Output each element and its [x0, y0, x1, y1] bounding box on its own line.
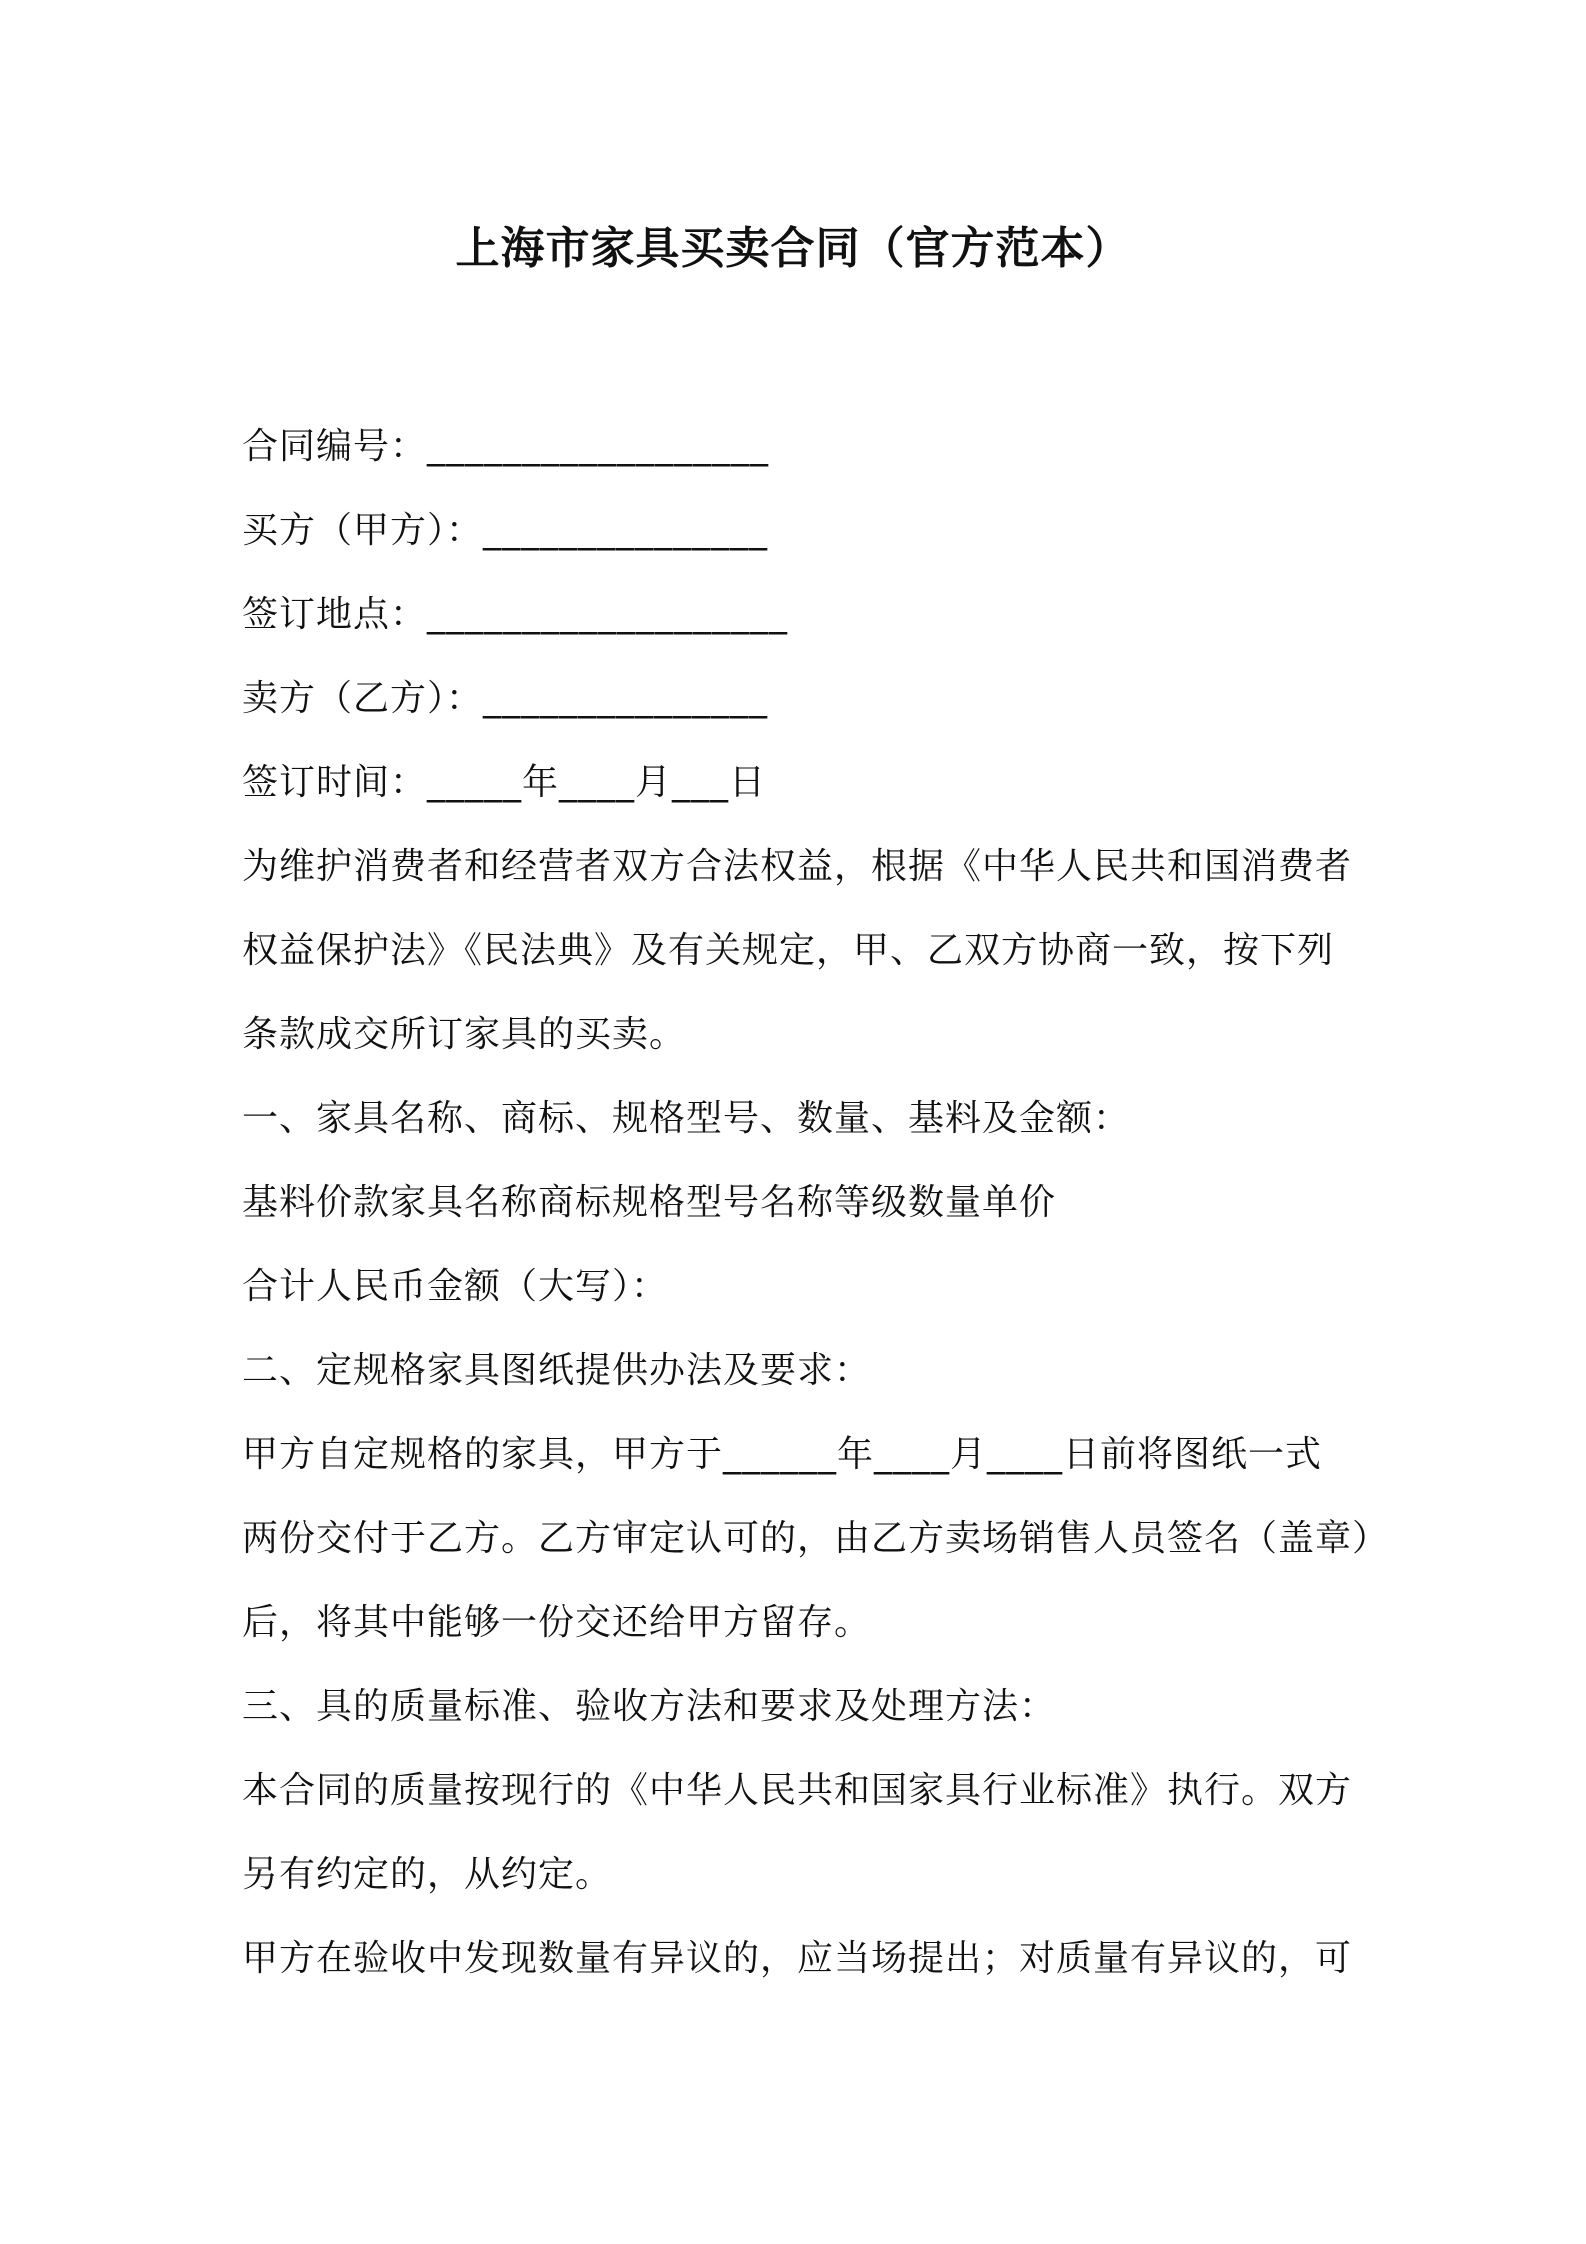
preamble-line-1: 为维护消费者和经营者双方合法权益，根据《中华人民共和国消费者: [242, 846, 1353, 887]
section-1-total: 合计人民币金额（大写）：: [242, 1266, 669, 1307]
preamble-line-2: 权益保护法》《民法典》及有关规定，甲、乙双方协商一致，按下列: [242, 930, 1335, 971]
signing-place-line: 签订地点：___________________: [242, 594, 789, 635]
section-2-heading: 二、定规格家具图纸提供办法及要求：: [242, 1350, 872, 1391]
section-1-columns: 基料价款家具名称商标规格型号名称等级数量单价: [242, 1182, 1057, 1223]
section-3-paragraph-1-line-1: 本合同的质量按现行的《中华人民共和国家具行业标准》执行。双方: [242, 1770, 1353, 1811]
buyer-line: 买方（甲方）：_______________: [242, 510, 769, 551]
contract-number-line: 合同编号：__________________: [242, 426, 770, 467]
section-3-heading: 三、具的质量标准、验收方法和要求及处理方法：: [242, 1686, 1057, 1727]
section-1-heading: 一、家具名称、商标、规格型号、数量、基料及金额：: [242, 1098, 1131, 1139]
document-body: [242, 405, 1390, 2001]
document-title: 上海市家具买卖合同（官方范本）: [455, 223, 1131, 274]
section-2-paragraph-line-2: 两份交付于乙方。乙方审定认可的，由乙方卖场销售人员签名（盖章）: [242, 1518, 1390, 1559]
preamble-line-3: 条款成交所订家具的买卖。: [242, 1014, 687, 1055]
section-3-paragraph-1-line-2: 另有约定的，从约定。: [242, 1854, 613, 1895]
seller-line: 卖方（乙方）：_______________: [242, 678, 769, 719]
section-2-paragraph-line-3: 后，将其中能够一份交还给甲方留存。: [242, 1602, 872, 1643]
section-3-paragraph-2-line-1: 甲方在验收中发现数量有异议的，应当场提出；对质量有异议的，可: [242, 1938, 1353, 1979]
signing-date-line: 签订时间：_____年____月___日: [242, 762, 767, 803]
section-2-paragraph-line-1: 甲方自定规格的家具，甲方于______年____月____日前将图纸一式: [242, 1434, 1323, 1475]
